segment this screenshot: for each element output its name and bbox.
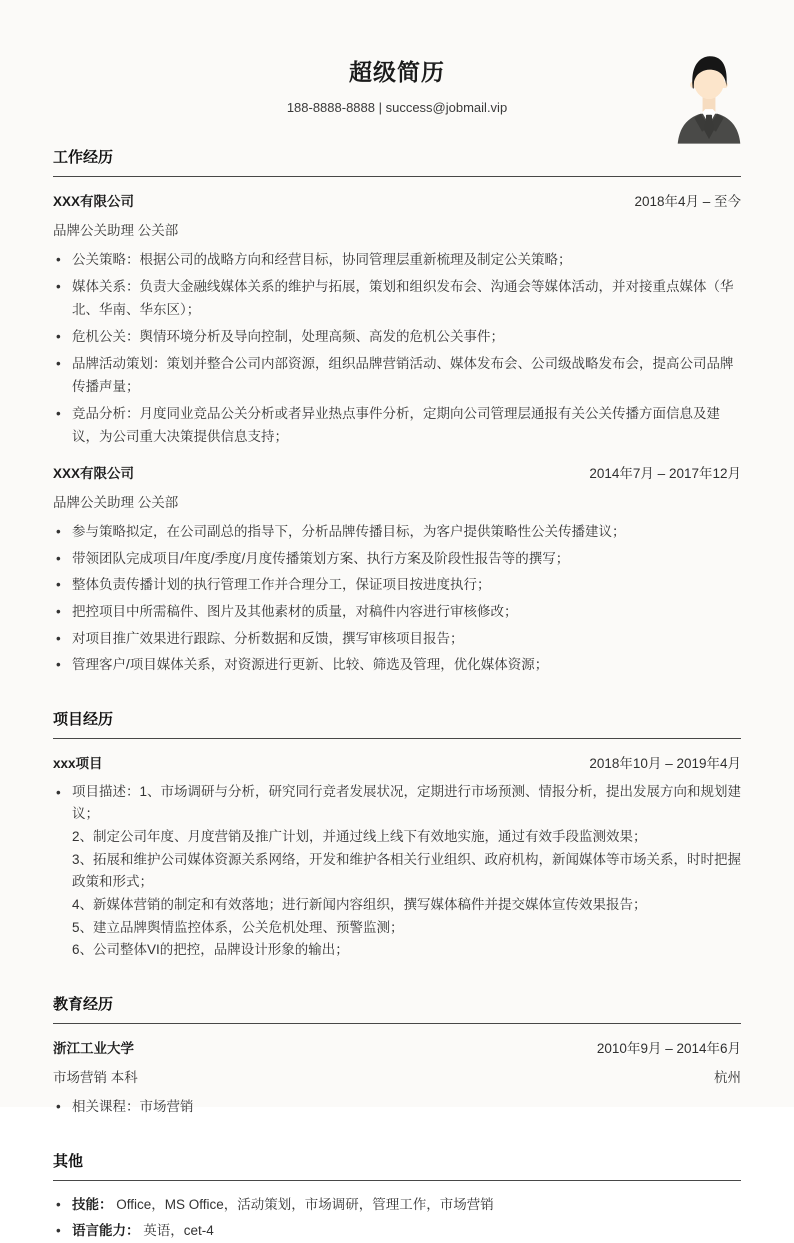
bullet-item bbox=[53, 781, 741, 962]
section-heading-other: 其他 bbox=[53, 1150, 741, 1181]
bullet-item: • 对项目推广效果进行跟踪、分析数据和反馈，撰写审核项目报告； bbox=[53, 627, 741, 651]
bullet-item: • 带领团队完成项目/年度/季度/月度传播策划方案、执行方案及阶段性报告等的撰写； bbox=[53, 547, 741, 571]
contact-info: 188-8888-8888 | success@jobmail.vip bbox=[286, 100, 508, 115]
school-name: 浙江工业大学 bbox=[53, 1041, 134, 1057]
education-dates: 2010年9月 – 2014年6月 bbox=[596, 1041, 741, 1057]
section-projects bbox=[53, 708, 741, 962]
bullet-item: • 品牌活动策划：策划并整合公司内部资源，组织品牌营销活动、媒体发布会、公司级战略发布会，提高公司品牌传播声量； bbox=[53, 352, 741, 399]
male-portrait-icon bbox=[663, 44, 755, 144]
work-entry-1 bbox=[53, 190, 741, 449]
project-dates: 2018年10月 – 2019年4月 bbox=[589, 755, 741, 771]
project-desc-line: 5、建立品牌舆情监控体系，公关危机处理、预警监测； bbox=[72, 919, 404, 935]
job-role: 品牌公关助理 公关部 bbox=[53, 495, 179, 510]
company-name: XXX有限公司 bbox=[53, 466, 135, 481]
project-desc-line: • 项目描述：1、市场调研与分析，研究同行竞者发展状况，定期进行市场预测、情报分析，提出发展方向和规划建议； bbox=[72, 783, 742, 822]
project-desc-line: 4、新媒体营销的制定和有效落地；进行新闻内容组织，撰写媒体稿件并提交媒体宣传效果报告； bbox=[72, 897, 647, 913]
bullet-item bbox=[53, 1193, 741, 1217]
section-work bbox=[53, 146, 741, 677]
skill-text: Office，MS Office，活动策划，市场调研，管理工作，市场营销 bbox=[112, 1196, 494, 1212]
education-major: 市场营销 本科 bbox=[53, 1070, 138, 1086]
section-heading-projects: 项目经历 bbox=[53, 708, 741, 739]
project-desc-line: 6、公司整体VI的把控，品牌设计形象的输出； bbox=[72, 942, 349, 958]
work-dates: 2014年7月 – 2017年12月 bbox=[589, 466, 741, 481]
avatar bbox=[663, 44, 755, 144]
bullet-item: • 危机公关：舆情环境分析及导向控制，处理高频、高发的危机公关事件； bbox=[53, 325, 741, 349]
work-dates: 2018年4月 – 至今 bbox=[634, 194, 741, 209]
bullet-item: • 管理客户/项目媒体关系，对资源进行更新、比较、筛选及管理，优化媒体资源； bbox=[53, 653, 741, 677]
bullet-item: • 把控项目中所需稿件、图片及其他素材的质量，对稿件内容进行审核修改； bbox=[53, 600, 741, 624]
education-bullets bbox=[53, 1095, 741, 1119]
project-bullets bbox=[53, 781, 741, 962]
section-other bbox=[53, 1150, 741, 1243]
language-label: 语言能力： bbox=[72, 1223, 140, 1239]
section-heading-education: 教育经历 bbox=[53, 993, 741, 1024]
bullet-item: • 整体负责传播计划的执行管理工作并合理分工，保证项目按进度执行； bbox=[53, 573, 741, 597]
bullet-item: • 参与策略拟定，在公司副总的指导下，分析品牌传播目标，为客户提供策略性公关传播建议； bbox=[53, 520, 741, 544]
section-education bbox=[53, 993, 741, 1119]
bullet-item: • 竞品分析：月度同业竞品公关分析或者异业热点事件分析，定期向公司管理层通报有关公关传播方面信息及建议，为公司重大决策提供信息支持； bbox=[53, 402, 741, 449]
education-location: 杭州 bbox=[714, 1070, 741, 1086]
skill-label: 技能： bbox=[72, 1196, 113, 1212]
work-bullets bbox=[53, 248, 741, 449]
project-entry-1 bbox=[53, 752, 741, 962]
bullet-item bbox=[53, 1219, 741, 1243]
bullet-item: • 公关策略：根据公司的战略方向和经营目标，协同管理层重新梳理及制定公关策略； bbox=[53, 248, 741, 272]
section-heading-work: 工作经历 bbox=[53, 146, 741, 177]
work-entry-2 bbox=[53, 462, 741, 677]
project-desc-line: 3、拓展和维护公司媒体资源关系网络，开发和维护各相关行业组织、政府机构，新闻媒体等市场关系，时时把握政策和形式； bbox=[72, 851, 742, 890]
other-bullets bbox=[53, 1193, 741, 1243]
bullet-item: • 媒体关系：负责大金融线媒体关系的维护与拓展，策划和组织发布会、沟通会等媒体活动，并对接重点媒体（华北、华南、华东区）； bbox=[53, 275, 741, 322]
project-desc-line: 2、制定公司年度、月度营销及推广计划，并通过线上线下有效地实施，通过有效手段监测效果； bbox=[72, 829, 647, 845]
work-bullets bbox=[53, 520, 741, 677]
bullet-item: • 相关课程：市场营销 bbox=[53, 1095, 741, 1119]
project-name: xxx项目 bbox=[53, 755, 103, 771]
education-entry-1 bbox=[53, 1037, 741, 1119]
language-text: 英语，cet-4 bbox=[139, 1223, 214, 1239]
page-title: 超级简历 bbox=[349, 59, 445, 85]
company-name: XXX有限公司 bbox=[53, 194, 135, 209]
job-role: 品牌公关助理 公关部 bbox=[53, 223, 179, 238]
